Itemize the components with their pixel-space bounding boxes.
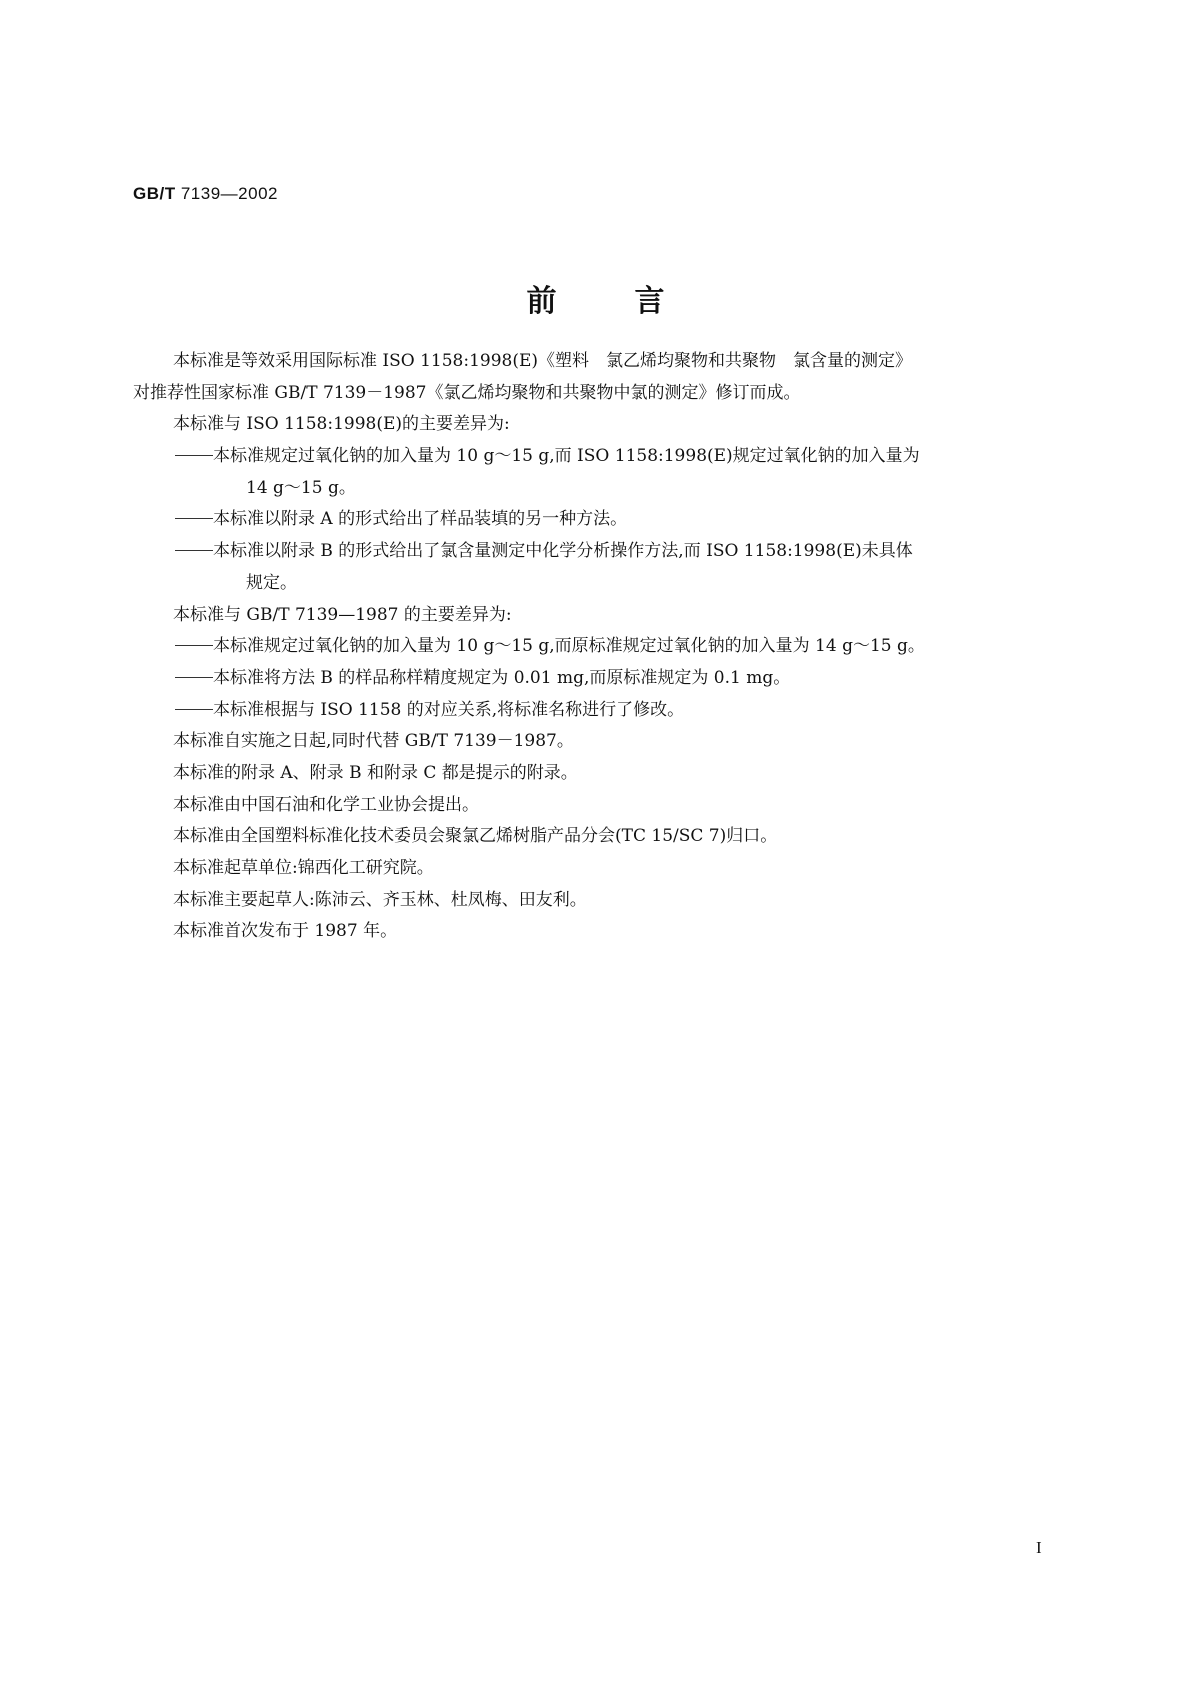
list-item-text: 本标准以附录 A 的形式给出了样品装填的另一种方法。 bbox=[213, 509, 628, 530]
paragraph: 本标准首次发布于 1987 年。 bbox=[173, 921, 398, 942]
em-dash-marker bbox=[173, 682, 213, 683]
paragraph: 本标准与 GB/T 7139—1987 的主要差异为: bbox=[173, 604, 512, 625]
em-dash-marker bbox=[173, 460, 213, 461]
em-dash-marker bbox=[173, 523, 213, 524]
paragraph: 本标准自实施之日起,同时代替 GB/T 7139－1987。 bbox=[173, 731, 574, 752]
list-item bbox=[133, 663, 1061, 695]
paragraph: 本标准主要起草人:陈沛云、齐玉林、杜凤梅、田友利。 bbox=[173, 889, 587, 910]
list-item-text: 本标准将方法 B 的样品称样精度规定为 0.01 mg,而原标准规定为 0.1 mg。 bbox=[213, 667, 791, 688]
paragraph: 本标准起草单位:锦西化工研究院。 bbox=[173, 858, 434, 878]
list-item-text: 本标准规定过氧化钠的加入量为 10 g～15 g,而 ISO 1158:1998(E)规定过氧化钠的加入量为 bbox=[213, 446, 920, 467]
paragraph: 本标准的附录 A、附录 B 和附录 C 都是提示的附录。 bbox=[173, 762, 578, 783]
paragraph: 本标准由全国塑料标准化技术委员会聚氯乙烯树脂产品分会(TC 15/SC 7)归口。 bbox=[173, 826, 778, 847]
list-item-text: 本标准根据与 ISO 1158 的对应关系,将标准名称进行了修改。 bbox=[213, 699, 685, 720]
list-item-text: 本标准规定过氧化钠的加入量为 10 g～15 g,而原标准规定过氧化钠的加入量为 14 g～15 g。 bbox=[213, 636, 925, 657]
list-item-text: 本标准以附录 B 的形式给出了氯含量测定中化学分析操作方法,而 ISO 1158:1998(E)未具体 bbox=[213, 541, 913, 562]
page-number: I bbox=[1036, 1538, 1042, 1557]
standard-code: 7139—2002 bbox=[180, 184, 278, 203]
list-item bbox=[133, 536, 1061, 568]
page-title: 前言 bbox=[526, 284, 743, 319]
list-item bbox=[133, 504, 1061, 536]
em-dash-marker bbox=[173, 555, 213, 556]
standard-number bbox=[133, 184, 278, 204]
em-dash-marker bbox=[173, 650, 213, 651]
list-item-continuation: 规定。 bbox=[246, 572, 297, 593]
em-dash-marker bbox=[173, 714, 213, 715]
standard-prefix: GB/T bbox=[133, 184, 176, 203]
paragraph: 本标准是等效采用国际标准 ISO 1158:1998(E)《塑料 氯乙烯均聚物和共聚物 氯含量的测定》 bbox=[173, 351, 913, 371]
paragraph: 本标准与 ISO 1158:1998(E)的主要差异为: bbox=[173, 414, 510, 435]
foreword-body bbox=[133, 346, 1061, 948]
paragraph: 本标准由中国石油和化学工业协会提出。 bbox=[173, 794, 479, 815]
list-item bbox=[133, 631, 1061, 663]
list-item-continuation: 14 g～15 g。 bbox=[246, 477, 356, 498]
list-item bbox=[133, 441, 1061, 473]
paragraph-continuation: 对推荐性国家标准 GB/T 7139－1987《氯乙烯均聚物和共聚物中氯的测定》修订而成。 bbox=[133, 382, 801, 403]
list-item bbox=[133, 695, 1061, 727]
